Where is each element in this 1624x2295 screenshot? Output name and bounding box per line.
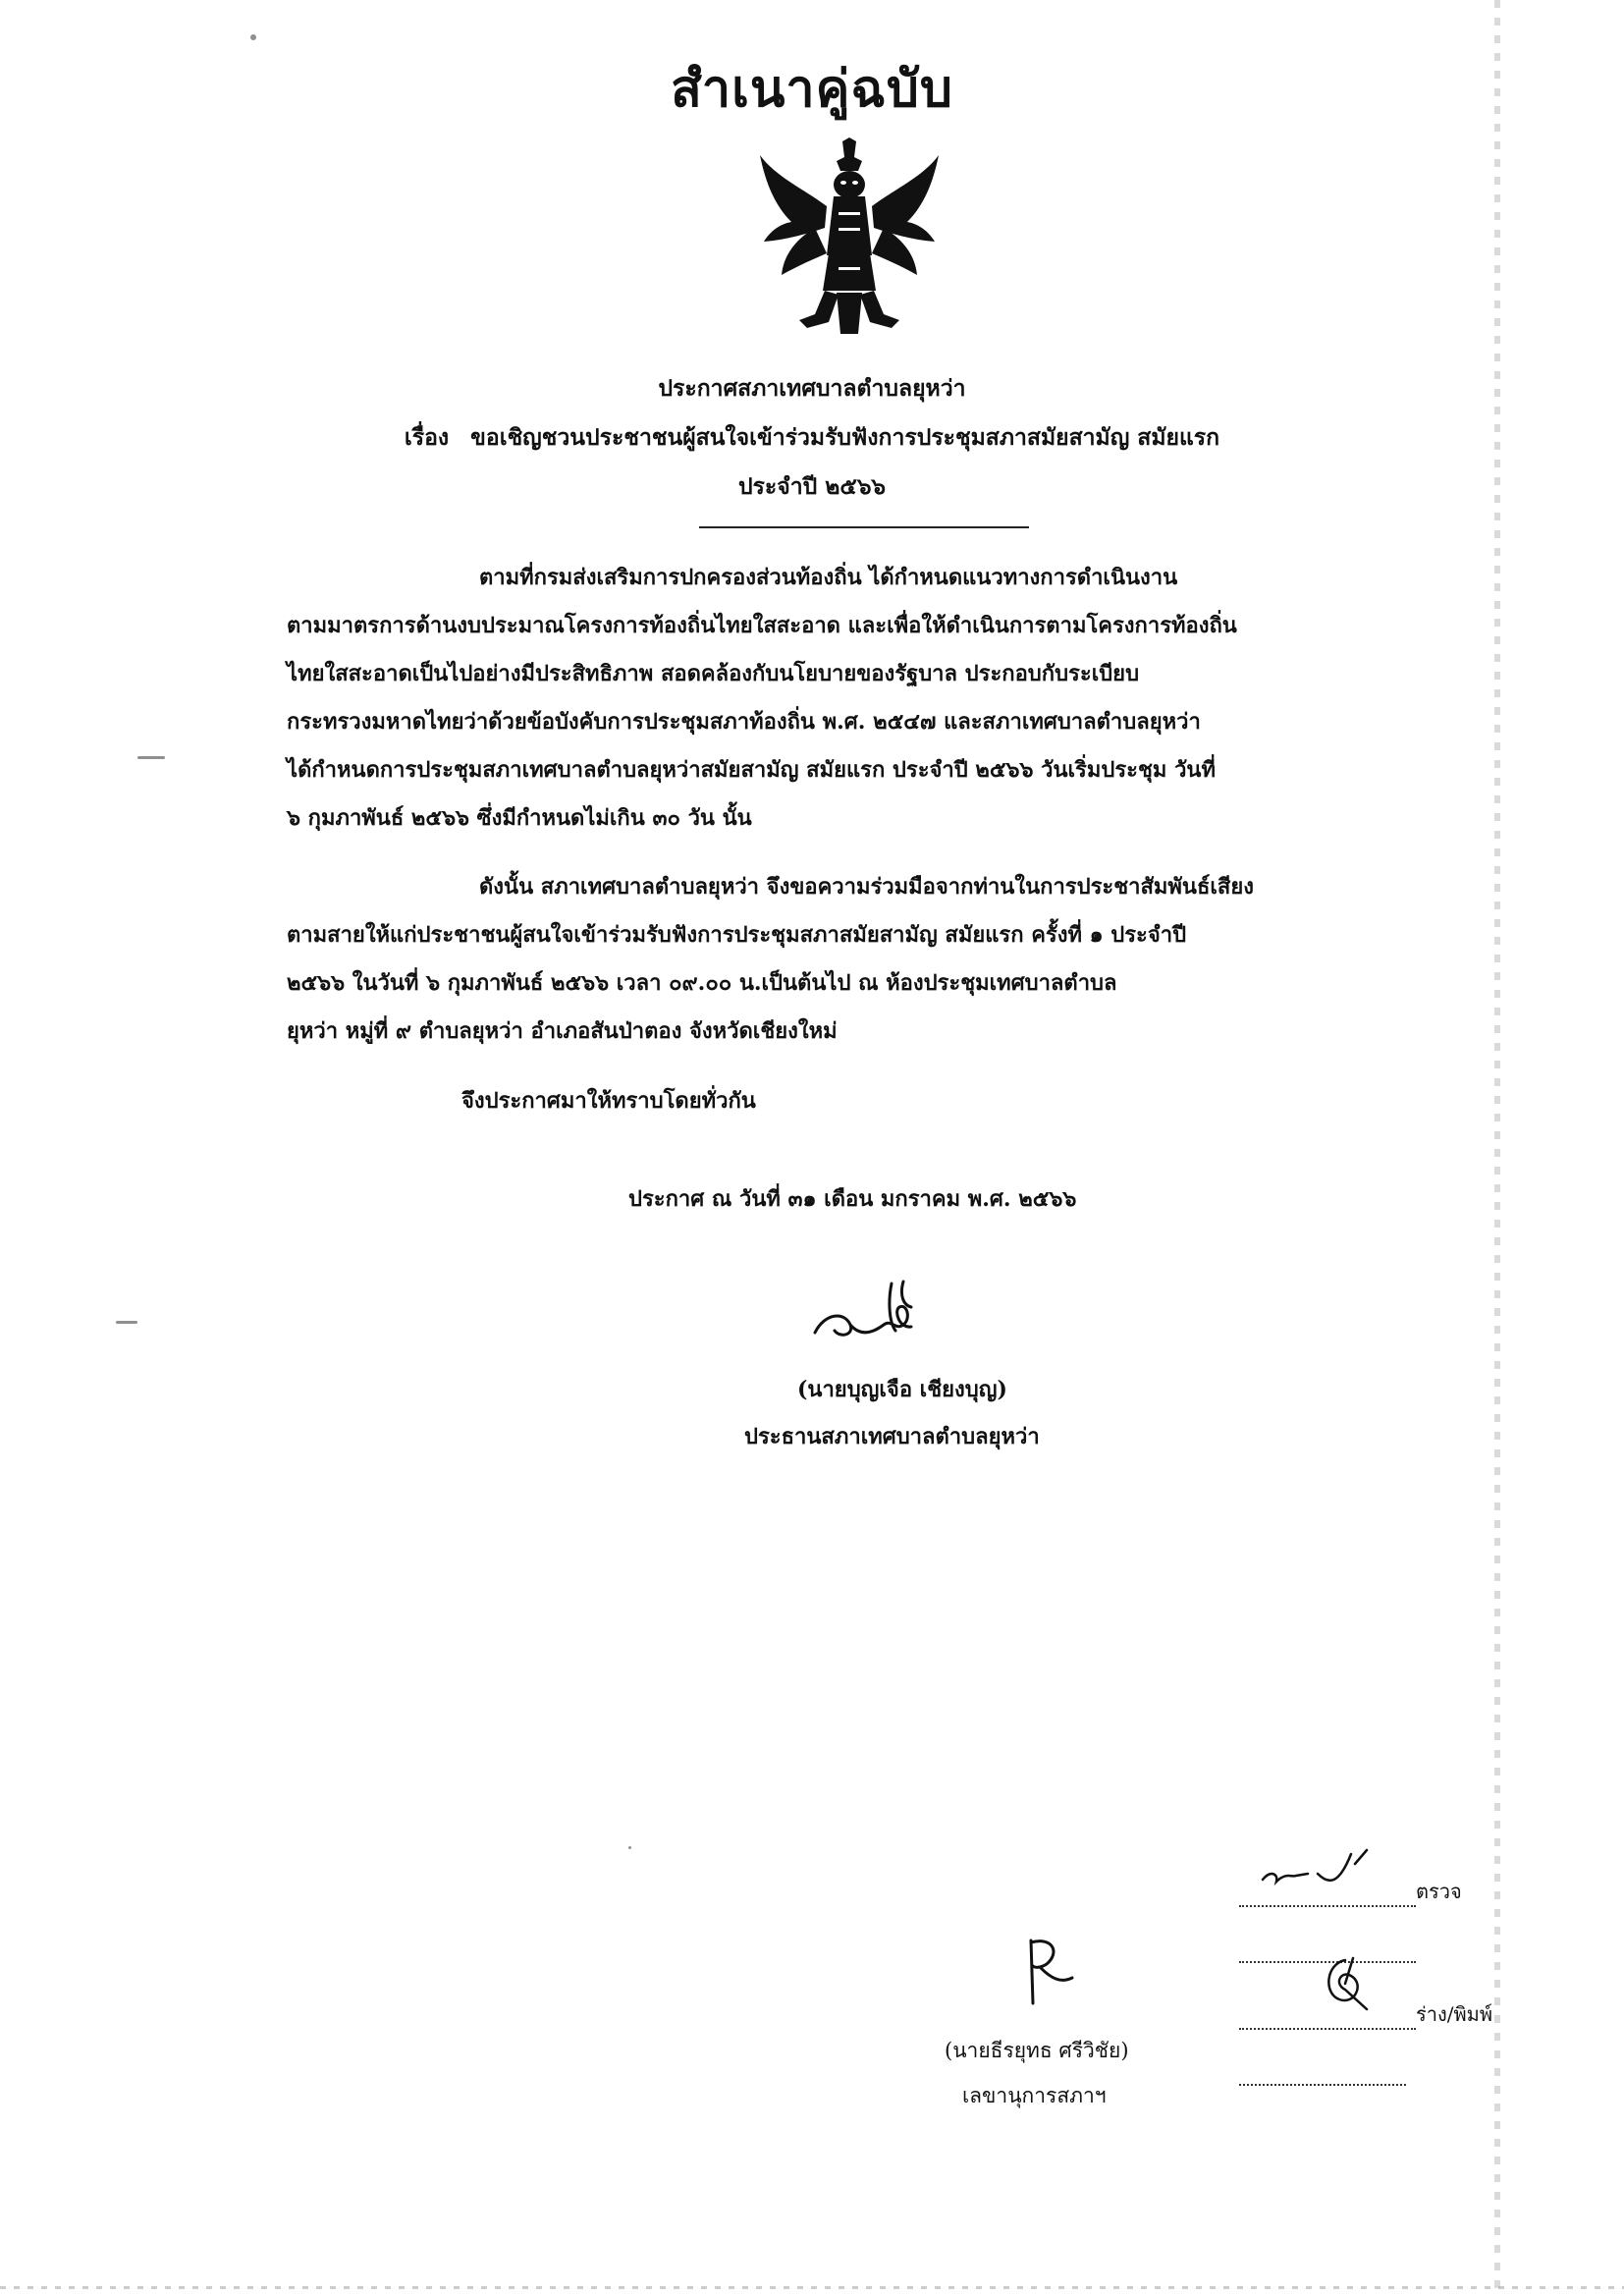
subject-text: ขอเชิญชวนประชาชนผู้สนใจเข้าร่วมรับฟังการประชุมสภาสมัยสามัญ สมัยแรก bbox=[470, 424, 1220, 451]
blank-line bbox=[1239, 2062, 1465, 2086]
check-line bbox=[1239, 1876, 1465, 1907]
check-label: ตรวจ bbox=[1416, 1880, 1462, 1903]
scan-speck bbox=[628, 1846, 631, 1849]
print-label: ร่าง/พิมพ์ bbox=[1416, 2002, 1493, 2026]
print-line bbox=[1239, 1998, 1493, 2030]
paragraph-line: กระทรวงมหาดไทยว่าด้วยข้อบังคับการประชุมสภาท้องถิ่น พ.ศ. ๒๕๔๗ และสภาเทศบาลตำบลยุหว่า bbox=[287, 709, 1201, 735]
dotted-line bbox=[1239, 2064, 1406, 2086]
secretary-name: (นายธีรยุทธ ศรีวิชัย) bbox=[945, 2039, 1129, 2062]
secretary-signature-icon bbox=[1013, 1935, 1082, 2008]
paragraph-line: ไทยใสสะอาดเป็นไปอย่างมีประสิทธิภาพ สอดคล้องกับนโยบายของรัฐบาล ประกอบกับระเบียบ bbox=[287, 661, 1140, 686]
dotted-line bbox=[1239, 2008, 1416, 2030]
date-line: ประกาศ ณ วันที่ ๓๑ เดือน มกราคม พ.ศ. ๒๕๖๖ bbox=[628, 1186, 1077, 1212]
paragraph-line: ยุหว่า หมู่ที่ ๙ ตำบลยุหว่า อำเภอสันป่าตอง จังหวัดเชียงใหม่ bbox=[287, 1018, 838, 1044]
paragraph-line: ได้กำหนดการประชุมสภาเทศบาลตำบลยุหว่าสมัยสามัญ สมัยแรก ประจำปี ๒๕๖๖ วันเริ่มประชุม วันที่ bbox=[287, 757, 1216, 783]
paragraph-line: ๒๕๖๖ ในวันที่ ๖ กุมภาพันธ์ ๒๕๖๖ เวลา ๐๙.๐๐ น.เป็นต้นไป ณ ห้องประชุมเทศบาลตำบล bbox=[287, 970, 1117, 996]
paragraph-line: ตามสายให้แก่ประชาชนผู้สนใจเข้าร่วมรับฟังการประชุมสภาสมัยสามัญ สมัยแรก ครั้งที่ ๑ ประจำปี bbox=[287, 922, 1187, 948]
paragraph-line: ๖ กุมภาพันธ์ ๒๕๖๖ ซึ่งมีกำหนดไม่เกิน ๓๐ วัน นั้น bbox=[287, 805, 752, 831]
paragraph-line: ตามที่กรมส่งเสริมการปกครองส่วนท้องถิ่น ได้กำหนดแนวทางการดำเนินงาน bbox=[479, 565, 1178, 590]
scan-speck bbox=[250, 34, 256, 40]
scan-edge-right bbox=[1494, 0, 1500, 2295]
copy-stamp: สำเนาคู่ฉบับ bbox=[671, 59, 953, 119]
announcement-subject-line bbox=[0, 420, 1624, 456]
signatory-position: ประธานสภาเทศบาลตำบลยุหว่า bbox=[744, 1424, 1040, 1449]
paragraph-line: ตามมาตรการด้านงบประมาณโครงการท้องถิ่นไทยใสสะอาด และเพื่อให้ดำเนินการตามโครงการท้องถิ่น bbox=[287, 613, 1237, 638]
signatory-name: (นายบุญเจือ เชียงบุญ) bbox=[797, 1377, 1007, 1402]
announcement-title: ประกาศสภาเทศบาลตำบลยุหว่า bbox=[658, 375, 966, 402]
notice-line: จึงประกาศมาให้ทราบโดยทั่วกัน bbox=[461, 1088, 756, 1114]
body-paragraph-2 bbox=[287, 869, 1426, 1062]
scan-speck bbox=[137, 756, 165, 759]
scan-speck bbox=[116, 1321, 137, 1324]
dotted-line bbox=[1239, 1885, 1416, 1907]
body-paragraph-1 bbox=[287, 560, 1426, 848]
garuda-emblem-icon bbox=[756, 137, 943, 339]
subject-label: เรื่อง bbox=[404, 424, 450, 451]
title-divider bbox=[699, 526, 1029, 528]
paragraph-line: ดังนั้น สภาเทศบาลตำบลยุหว่า จึงขอความร่วมมือจากท่านในการประชาสัมพันธ์เสียง bbox=[479, 874, 1254, 900]
signature-icon bbox=[805, 1274, 933, 1352]
secretary-position: เลขานุการสภาฯ bbox=[962, 2084, 1107, 2107]
announcement-year: ประจำปี ๒๕๖๖ bbox=[737, 473, 887, 500]
scan-edge-bottom bbox=[0, 2286, 1624, 2289]
